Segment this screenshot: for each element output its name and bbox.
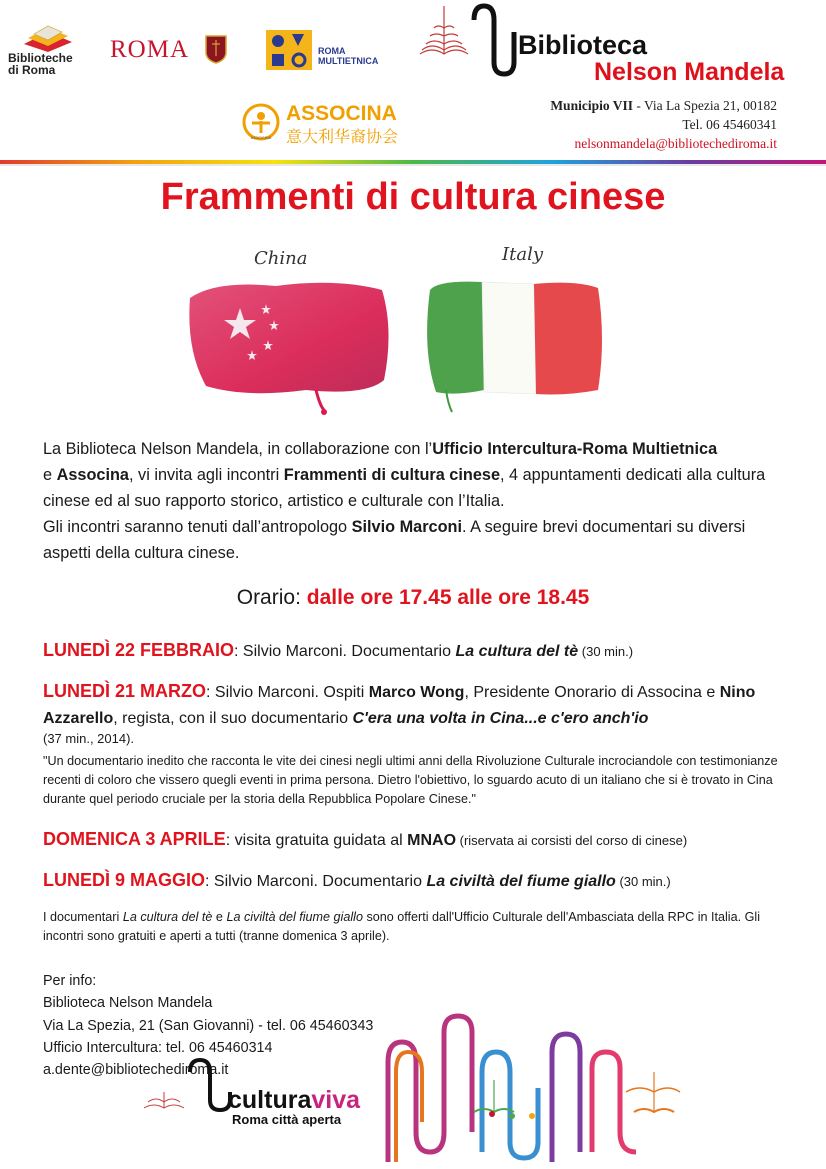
watercolor-flags-icon <box>186 240 646 420</box>
event-2-guest-2: Nino Azzarello <box>43 684 756 727</box>
event-3: DOMENICA 3 APRILE: visita gratuita guidata al MNAO (riservata ai corsisti del corso di cinese) <box>43 829 688 849</box>
divider-shadow <box>0 164 826 166</box>
event-3-place: MNAO <box>407 832 457 849</box>
library-name: Nelson Mandela <box>594 58 785 86</box>
china-label: China <box>254 248 308 269</box>
speaker-name: Silvio Marconi <box>351 518 463 536</box>
logo-bdr-line1: Biblioteche <box>8 51 73 65</box>
associna-chinese-name: 意大利华裔协会 <box>286 127 399 146</box>
culturaviva-tagline: Roma città aperta <box>232 1112 342 1127</box>
event-1: LUNEDÌ 22 FEBBRAIO: Silvio Marconi. Documentario La cultura del tè (30 min.) <box>43 640 634 660</box>
roma-crest-icon <box>204 34 228 64</box>
event-4-date: LUNEDÌ 9 MAGGIO <box>43 870 206 890</box>
orario-value: dalle ore 17.45 alle ore 18.45 <box>306 586 590 609</box>
associna-small-text: ASSOCINA <box>250 135 272 140</box>
roma-multietnica-icon <box>266 30 312 70</box>
culturaviva-wordmark: culturaviva <box>228 1086 361 1114</box>
associna-mention: Associna <box>56 466 129 484</box>
info-label: Per info: <box>43 973 97 989</box>
library-title: Biblioteca <box>518 30 648 60</box>
roma-multietnica-text: ROMA MULTIETNICA <box>318 46 379 66</box>
associna-name: ASSOCINA <box>286 102 397 125</box>
info-email[interactable]: a.dente@bibliotechediroma.it <box>43 1062 229 1079</box>
event-2-documentary: C'era una volta in Cina...e c'ero anch'io <box>352 710 649 727</box>
library-email[interactable]: nelsonmandela@bibliotechediroma.it <box>574 136 777 151</box>
intro-paragraph: La Biblioteca Nelson Mandela, in collaborazione con l’Ufficio Intercultura-Roma Multietnica e Associna, vi invita agli incontri Frammenti di cultura cinese, 4 appuntamenti dedicati alla cultura cinese ed al suo rapporto storico, artistico e culturale con l’Italia. Gli incontri saranno tenuti dall’antropologo Silvio Marconi. A seguire brevi documentari su diversi aspetti della cultura cinese. <box>43 440 766 562</box>
event-1-date: LUNEDÌ 22 FEBBRAIO <box>43 640 235 660</box>
documentaries-note: I documentari La cultura del tè e La civiltà del fiume giallo sono offerti dall'Ufficio Culturale dell'Ambasciata della RPC in Italia. Gli incontri sono gratuiti e aperti a tutti (tranne domenica 3 aprile). <box>43 910 761 943</box>
roma-wordmark: ROMA <box>110 36 190 63</box>
event-2-guest-1: Marco Wong <box>368 684 465 701</box>
library-phone: Tel. 06 45460341 <box>682 117 777 132</box>
library-book-tree-icon <box>418 2 530 80</box>
event-2-duration: (37 min., 2014). <box>43 731 135 746</box>
orario-label: Orario: <box>236 586 307 609</box>
ufficio-intercultura-name: Ufficio Intercultura-Roma Multietnica <box>432 440 718 458</box>
library-contact <box>550 96 777 153</box>
italy-label: Italy <box>502 244 544 265</box>
schedule-time <box>0 586 826 610</box>
event-2-quote: "Un documentario inedito che racconta le vite dei cinesi negli ultimi anni della Rivoluzione Culturale incrociandole con testimonianze recenti di coloro che vissero quegli eventi in prima persona. Dietro l'obiettivo, lo sguardo acuto di un italiano che si è trovato in Cina durante quel periodo cruciale per la storia della Repubblica Popolare Cinese." <box>43 754 778 806</box>
event-series-name: Frammenti di cultura cinese <box>283 466 500 484</box>
page-title: Frammenti di cultura cinese <box>160 176 666 218</box>
event-1-documentary: La cultura del tè <box>455 643 579 660</box>
event-2-date: LUNEDÌ 21 MARZO <box>43 681 207 701</box>
biblioteche-di-roma-logo <box>8 22 92 82</box>
library-address: - Via La Spezia 21, 00182 <box>632 98 777 113</box>
event-4-documentary: La civiltà del fiume giallo <box>426 873 616 890</box>
logo-bdr-line2: di Roma <box>8 63 56 77</box>
event-2: LUNEDÌ 21 MARZO: Silvio Marconi. Ospiti Marco Wong, Presidente Onorario di Associna e Nino Azzarello, regista, con il suo documentario C'era una volta in Cina...e c'ero anch'io <box>43 681 756 727</box>
flags-illustration <box>186 240 646 420</box>
book-stack-icon <box>20 22 76 54</box>
associna-logo-icon <box>242 103 280 141</box>
info-address: Via La Spezia, 21 (San Giovanni) - tel. 06 45460343 <box>43 1017 374 1034</box>
event-3-date: DOMENICA 3 APRILE <box>43 829 226 849</box>
info-ufficio: Ufficio Intercultura: tel. 06 45460314 <box>43 1039 273 1056</box>
info-library: Biblioteca Nelson Mandela <box>43 995 213 1012</box>
municipio-label: Municipio VII <box>550 98 633 113</box>
event-4: LUNEDÌ 9 MAGGIO: Silvio Marconi. Documentario La civiltà del fiume giallo (30 min.) <box>43 870 671 890</box>
